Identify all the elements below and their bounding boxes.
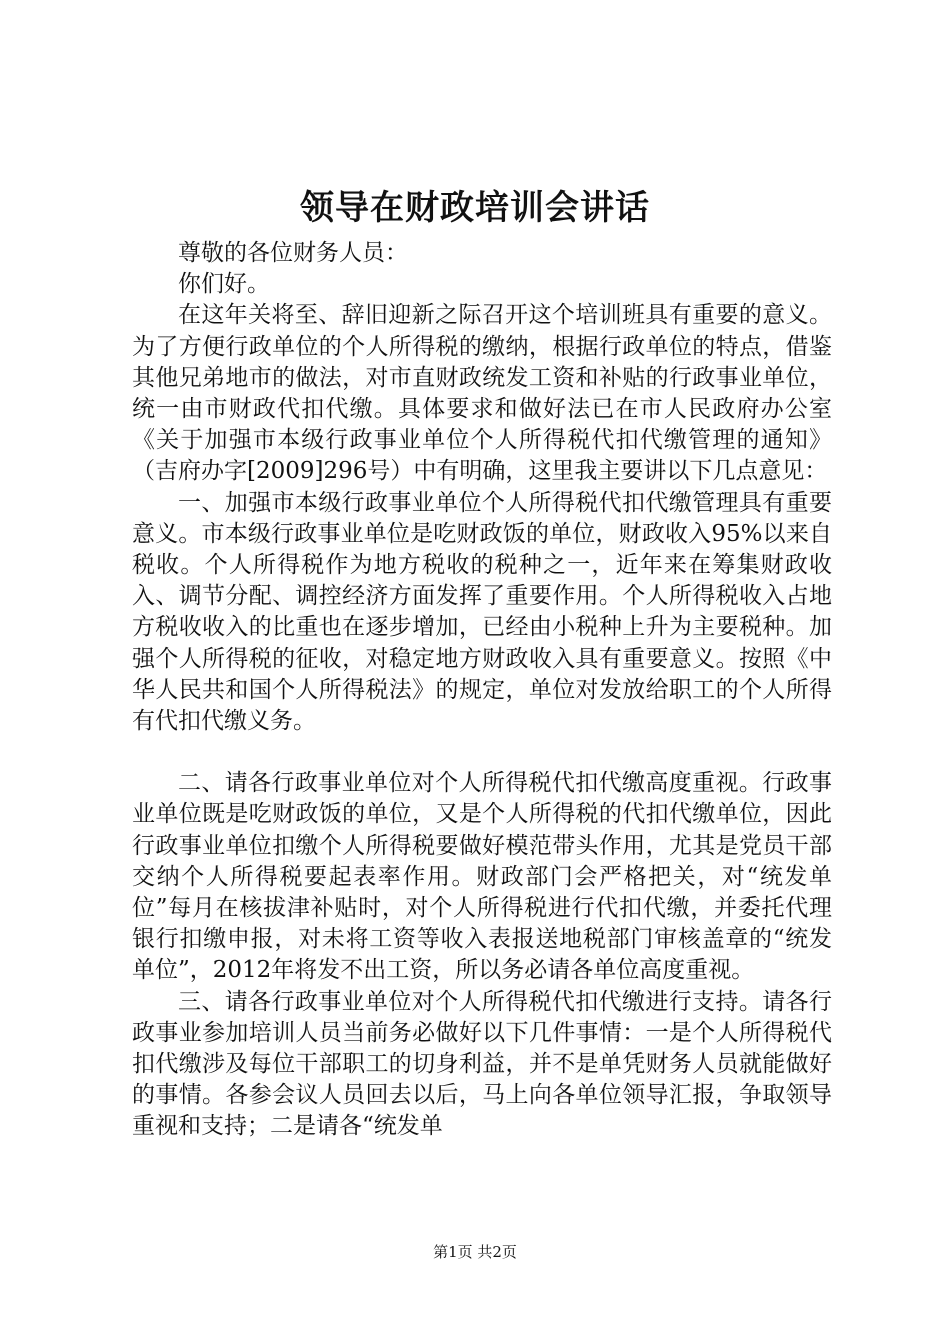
salutation: 尊敬的各位财务人员：	[178, 240, 408, 266]
greeting: 你们好。	[178, 271, 270, 298]
paragraph-point-two: 二、请各行政事业单位对个人所得税代扣代缴高度重视。行政事业单位既是吃财政饭的单位，又是个人所得税的代扣代缴单位，因此行政事业单位扣缴个人所得税要做好模范带头作用，尤其是党员干部交纳个人所得税要起表率作用。财政部门会严格把关，对“统发单位”每月在核拔津补贴时，对个人所得税进行代扣代缴，并委托代理银行扣缴申报，对未将工资等收入表报送地税部门审核盖章的“统发单位”，2012年将发不出工资，所以务必请各单位高度重视。	[132, 770, 832, 984]
paragraph-intro: 在这年关将至、辞旧迎新之际召开这个培训班具有重要的意义。为了方便行政单位的个人所得税的缴纳，根据行政单位的特点，借鉴其他兄弟地市的做法，对市直财政统发工资和补贴的行政事业单位，统一由市财政代扣代缴。具体要求和做好法已在市人民政府办公室《关于加强市本级行政事业单位个人所得税代扣代缴管理的通知》（吉府办字[2009]296号）中有明确，这里我主要讲以下几点意见：	[132, 302, 832, 485]
paragraph-point-one: 一、加强市本级行政事业单位个人所得税代扣代缴管理具有重要意义。市本级行政事业单位是吃财政饭的单位，财政收入95%以来自税收。个人所得税作为地方税收的税种之一，近年来在筹集财政收入、调节分配、调控经济方面发挥了重要作用。个人所得税收入占地方税收收入的比重也在逐步增加，已经由小税种上升为主要税种。加强个人所得税的征收，对稳定地方财政收入具有重要意义。按照《中华人民共和国个人所得税法》的规定，单位对发放给职工的个人所得有代扣代缴义务。	[132, 489, 832, 735]
document-title: 领导在财政培训会讲话	[300, 188, 650, 228]
document-body	[132, 238, 832, 1143]
paragraph-point-three: 三、请各行政事业单位对个人所得税代扣代缴进行支持。请各行政事业参加培训人员当前务必做好以下几件事情：一是个人所得税代扣代缴涉及每位干部职工的切身利益，并不是单凭财务人员就能做好的事情。各参会议人员回去以后，马上向各单位领导汇报，争取领导重视和支持；二是请各“统发单	[132, 988, 832, 1140]
page-number: 第1页 共2页	[433, 1243, 517, 1261]
